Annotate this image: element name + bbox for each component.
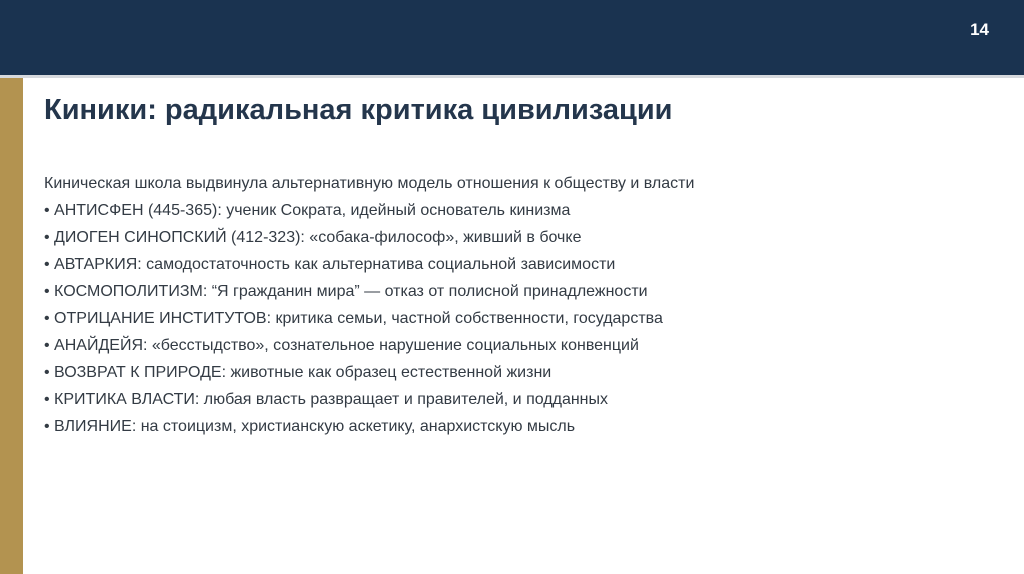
list-item: • АНАЙДЕЙЯ: «бесстыдство», сознательное нарушение социальных конвенций [44,337,639,354]
list-item: • ОТРИЦАНИЕ ИНСТИТУТОВ: критика семьи, частной собственности, государства [44,310,663,327]
list-item: • АНТИСФЕН (445-365): ученик Сократа, идейный основатель кинизма [44,202,571,219]
list-item: • КОСМОПОЛИТИЗМ: “Я гражданин мира” — отказ от полисной принадлежности [44,283,648,300]
side-accent-bar [0,78,23,574]
slide-number: 14 [970,20,989,39]
header-divider [0,75,1024,78]
list-item: • ВЛИЯНИЕ: на стоицизм, христианскую аскетику, анархистскую мысль [44,418,576,435]
intro-text: Киническая школа выдвинула альтернативную модель отношения к обществу и власти [44,175,695,192]
list-item: • КРИТИКА ВЛАСТИ: любая власть развращает и правителей, и подданных [44,391,609,408]
slide-title: Киники: радикальная критика цивилизации [44,94,673,126]
bullet-list [44,197,984,440]
list-item: • ВОЗВРАТ К ПРИРОДЕ: животные как образец естественной жизни [44,364,552,381]
list-item: • АВТАРКИЯ: самодостаточность как альтернатива социальной зависимости [44,256,616,273]
slide-body [44,170,984,440]
list-item: • ДИОГЕН СИНОПСКИЙ (412-323): «собака-философ», живший в бочке [44,229,582,246]
header-bar [0,0,1024,75]
